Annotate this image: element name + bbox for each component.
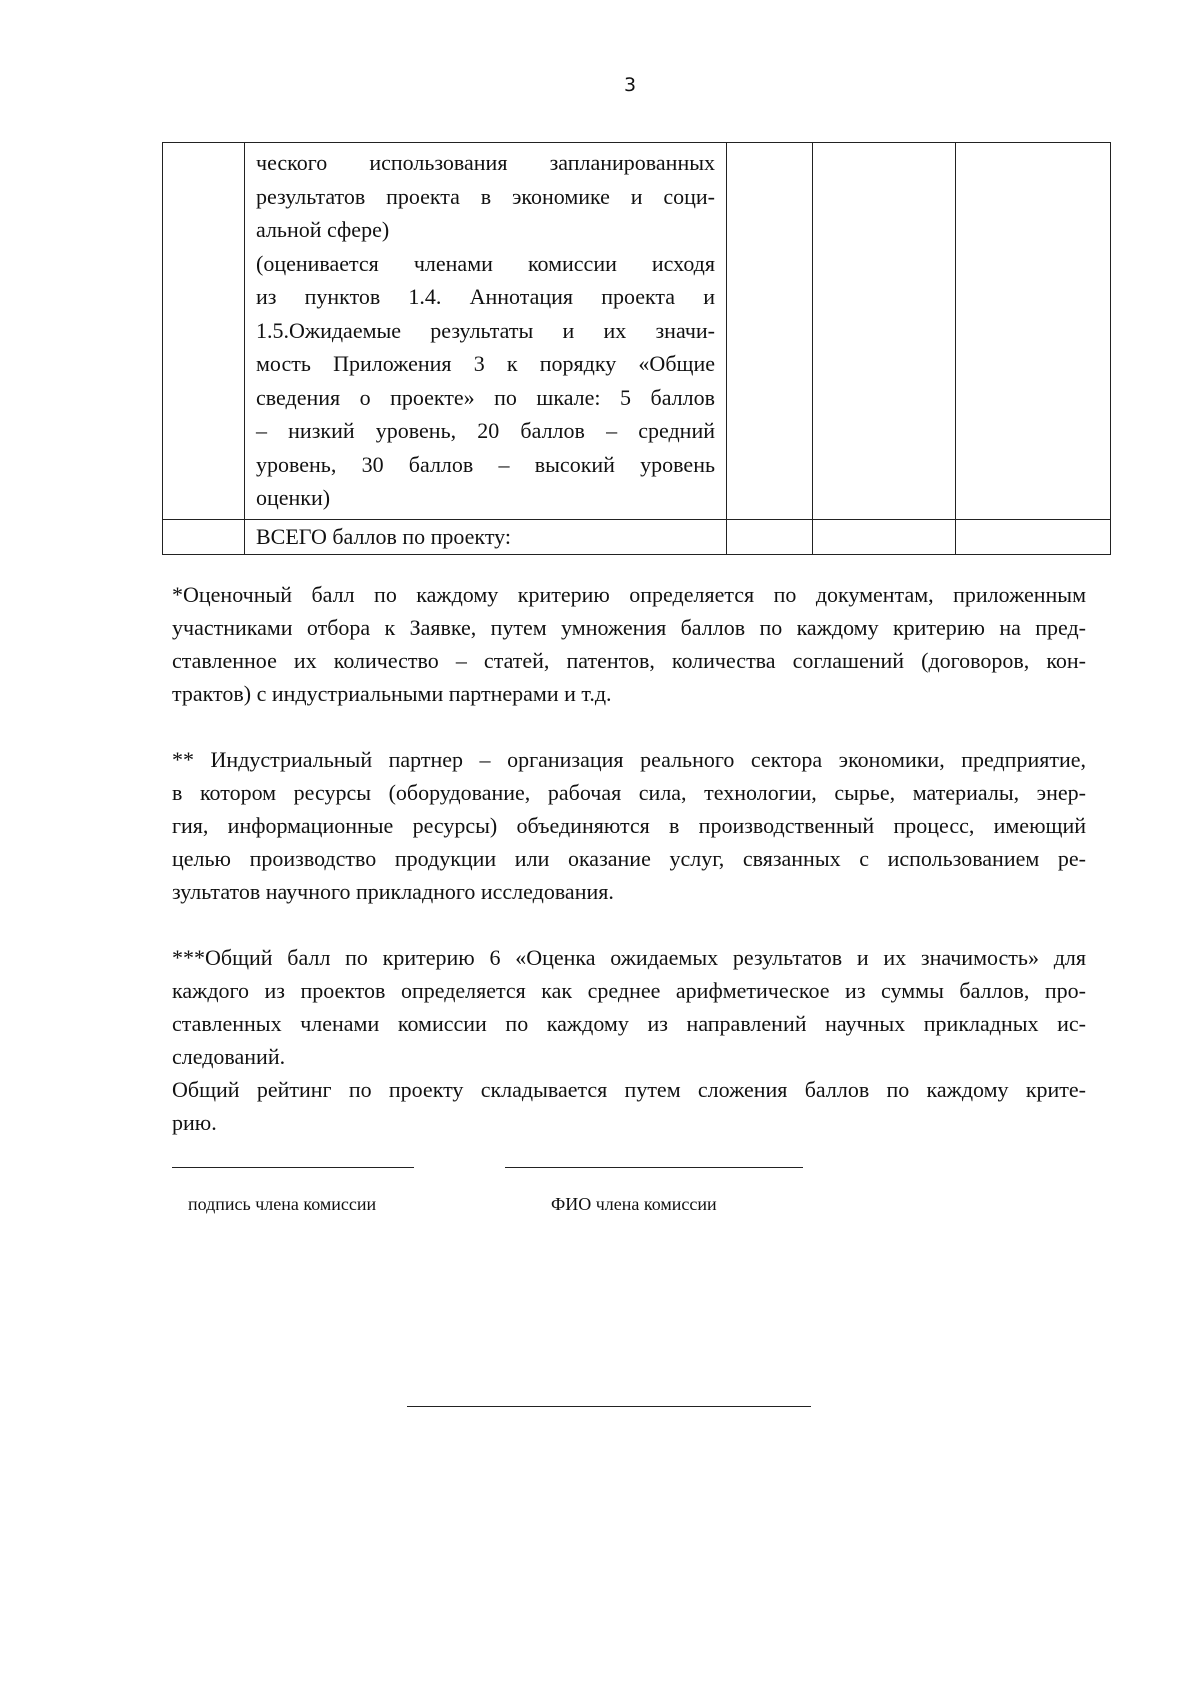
note-line: целью производство продукции или оказание услуг, связанных с использованием ре- (172, 846, 1086, 871)
note-line: участниками отбора к Заявке, путем умножения баллов по каждому критерию на пред- (172, 615, 1086, 640)
total-number-cell (163, 519, 245, 554)
criterion-line: альной сфере) (256, 217, 390, 242)
criterion-line: ческого использования запланированных (256, 150, 715, 175)
signature-line (172, 1167, 414, 1168)
note-line: трактов) с индустриальными партнерами и т.д. (172, 681, 612, 706)
total-score-cell-b (813, 519, 956, 554)
criterion-line: уровень, 30 баллов – высокий уровень (256, 451, 715, 477)
criterion-line: из пунктов 1.4. Аннотация проекта и (256, 284, 715, 309)
note-scoring (172, 578, 1086, 710)
name-line (505, 1167, 803, 1168)
criteria-table (162, 142, 1111, 555)
score-cell-c (956, 143, 1111, 520)
criterion-line: (оценивается членами комиссии исходя (256, 250, 715, 276)
criterion-line: результатов проекта в экономике и соци- (256, 183, 715, 209)
note-line: Общий рейтинг по проекту складывается путем сложения баллов по каждому крите- (172, 1077, 1086, 1102)
criterion-line: 1.5.Ожидаемые результаты и их значи- (256, 317, 715, 343)
criterion-line: – низкий уровень, 20 баллов – средний (256, 418, 715, 443)
note-line: ***Общий балл по критерию 6 «Оценка ожидаемых результатов и их значимость» для (172, 945, 1086, 970)
number-cell (163, 143, 245, 520)
note-criterion-6 (172, 941, 1086, 1073)
note-line: рию. (172, 1110, 217, 1135)
note-line: ** Индустриальный партнер – организация реального сектора экономики, предприятие, (172, 747, 1086, 772)
note-line: зультатов научного прикладного исследования. (172, 879, 614, 904)
note-line: гия, информационные ресурсы) объединяются в производственный процесс, имеющий (172, 813, 1086, 838)
total-label-cell: ВСЕГО баллов по проекту: (245, 519, 727, 554)
score-cell-a (727, 143, 813, 520)
note-line: *Оценочный балл по каждому критерию определяется по документам, приложенным (172, 582, 1086, 607)
criterion-row (163, 143, 1111, 520)
closing-rule (407, 1406, 811, 1407)
criterion-text-cell (245, 143, 727, 520)
criterion-line: оценки) (256, 485, 331, 510)
note-line: ставленное их количество – статей, патентов, количества соглашений (договоров, кон- (172, 648, 1086, 673)
signature-label: подпись члена комиссии (188, 1194, 377, 1214)
criterion-line: мость Приложения 3 к порядку «Общие (256, 351, 715, 376)
total-score-cell-a (727, 519, 813, 554)
page-number: 3 (623, 74, 637, 96)
note-line: в котором ресурсы (оборудование, рабочая сила, технологии, сырье, материалы, энер- (172, 780, 1086, 805)
note-line: ставленных членами комиссии по каждому из направлений научных прикладных ис- (172, 1011, 1086, 1036)
name-label: ФИО члена комиссии (551, 1194, 717, 1214)
footnotes (172, 578, 1086, 1139)
score-cell-b (813, 143, 956, 520)
note-line: следований. (172, 1044, 286, 1069)
note-overall-rating (172, 1073, 1086, 1139)
note-industrial-partner (172, 743, 1086, 908)
criterion-line: сведения о проекте» по шкале: 5 баллов (256, 384, 715, 410)
note-line: каждого из проектов определяется как среднее арифметическое из суммы баллов, про- (172, 978, 1086, 1003)
total-row (163, 519, 1111, 554)
total-score-cell-c (956, 519, 1111, 554)
